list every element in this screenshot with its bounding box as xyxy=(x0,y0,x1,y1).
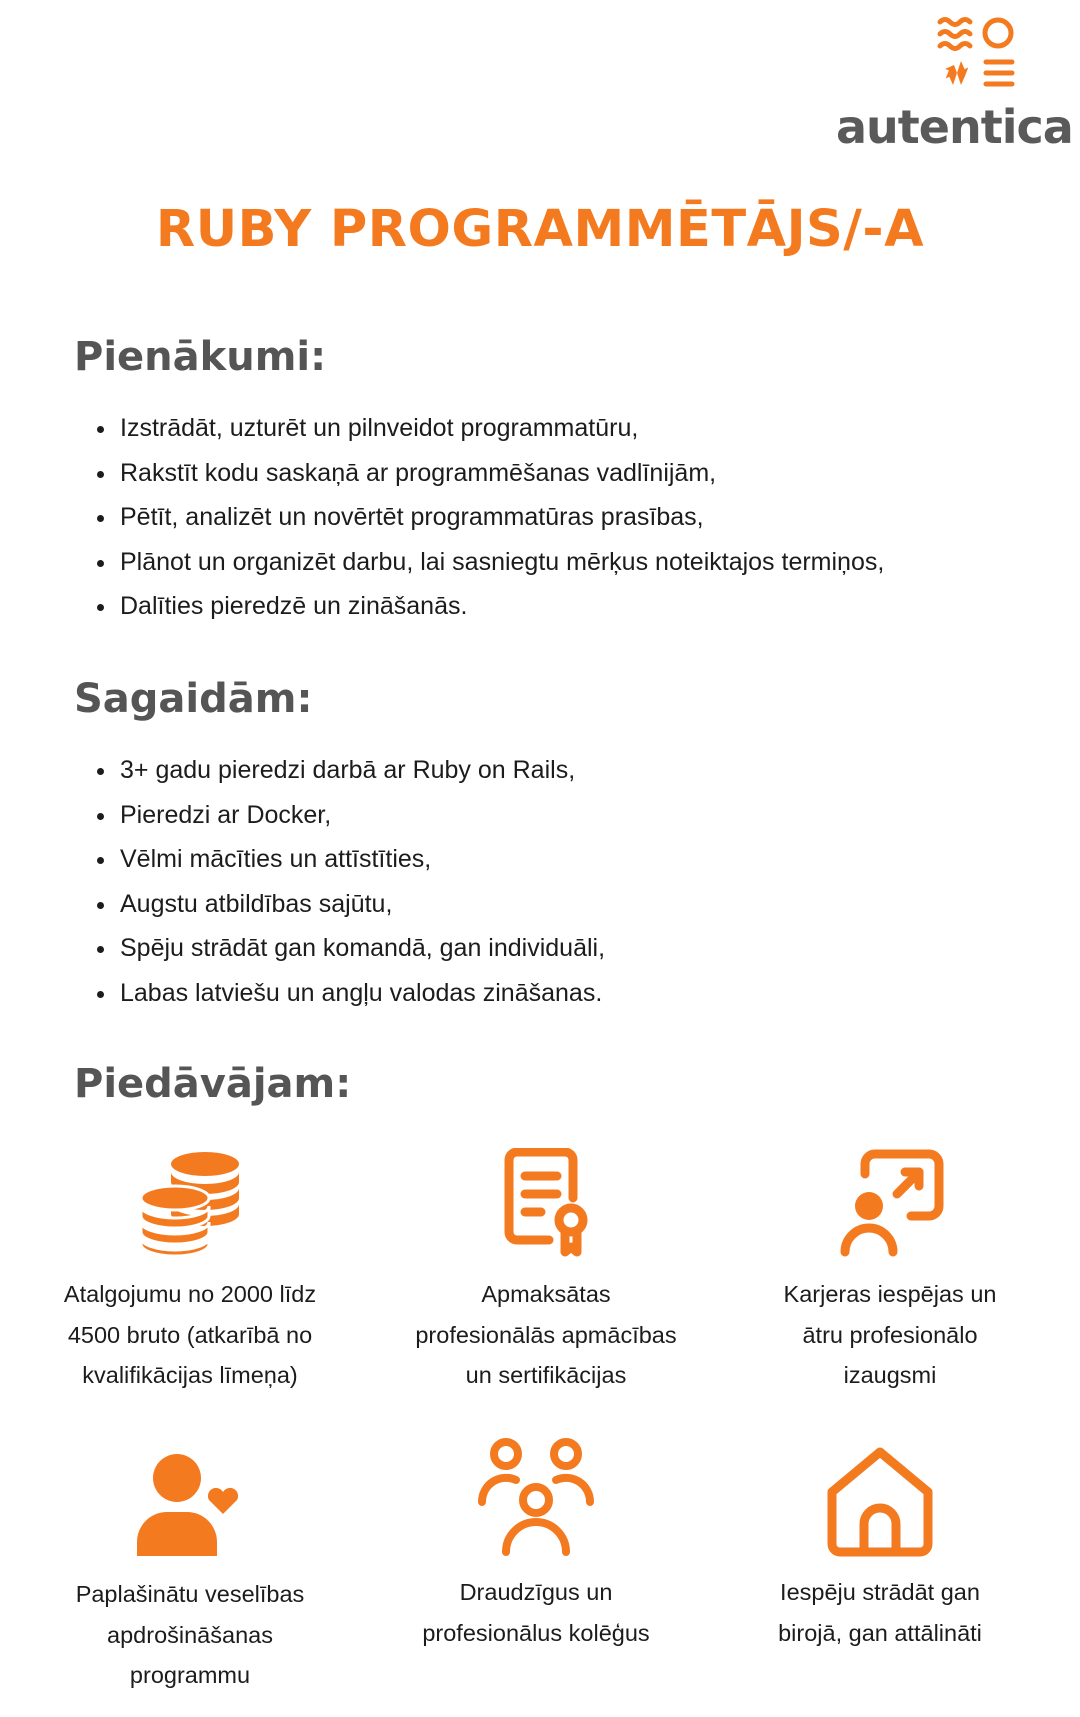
benefit-caption-line: Atalgojumu no 2000 līdz xyxy=(63,1281,317,1307)
autentica-logo xyxy=(836,14,1073,154)
benefit-caption-line: Karjeras iespējas un xyxy=(783,1281,997,1307)
requirements-list xyxy=(76,748,605,1015)
benefit-caption-line: un sertifikācijas xyxy=(465,1362,627,1388)
coins-icon xyxy=(135,1148,245,1258)
benefit-caption-line: Draudzīgus un xyxy=(459,1579,613,1605)
list-item: • Plānot un organizēt darbu, lai sasniegtu mērķus noteiktajos termiņos, xyxy=(118,540,884,585)
autentica-logo-icon xyxy=(936,14,1018,90)
benefit-health xyxy=(40,1450,340,1696)
benefit-caption-line: Paplašinātu veselības xyxy=(75,1581,305,1607)
list-item: • Pieredzi ar Docker, xyxy=(118,793,605,838)
requirements-heading: Sagaidām: xyxy=(74,676,313,722)
health-insurance-icon xyxy=(135,1450,245,1560)
list-item: • Izstrādāt, uzturēt un pilnveidot programmatūru, xyxy=(118,406,884,451)
list-item: • Augstu atbildības sajūtu, xyxy=(118,882,605,927)
benefit-caption-line: Apmaksātas xyxy=(481,1281,611,1307)
list-item: • Rakstīt kodu saskaņā ar programmēšanas vadlīnijām, xyxy=(118,451,884,496)
benefit-caption-line: apdrošināšanas xyxy=(107,1621,273,1648)
page-title: RUBY PROGRAMMĒTĀJS/-A xyxy=(155,200,925,259)
benefit-salary xyxy=(40,1148,340,1396)
list-item: • Spēju strādāt gan komandā, gan individuāli, xyxy=(118,926,605,971)
list-item: • 3+ gadu pieredzi darbā ar Ruby on Rails, xyxy=(118,748,605,793)
list-item: • Pētīt, analizēt un novērtēt programmatūras prasības, xyxy=(118,495,884,540)
benefit-colleagues xyxy=(386,1438,686,1653)
benefit-caption-line: profesionālus kolēģus xyxy=(422,1619,650,1646)
offer-heading: Piedāvājam: xyxy=(74,1061,352,1107)
brand-name: autentica xyxy=(836,100,1073,154)
certificate-icon xyxy=(491,1148,601,1258)
benefit-caption-line: profesionālās apmācības xyxy=(415,1321,677,1348)
team-icon xyxy=(476,1438,596,1558)
list-item: • Vēlmi mācīties un attīstīties, xyxy=(118,837,605,882)
duties-heading: Pienākumi: xyxy=(74,334,327,380)
benefit-caption-line: izaugsmi xyxy=(843,1362,937,1388)
list-item: • Labas latviešu un angļu valodas zināšanas. xyxy=(118,971,605,1016)
benefit-training xyxy=(396,1148,696,1396)
benefit-caption-line: 4500 bruto (atkarībā no xyxy=(67,1321,313,1348)
career-growth-icon xyxy=(835,1148,945,1258)
list-item: • Dalīties pieredzē un zināšanās. xyxy=(118,584,884,629)
benefit-caption-line: Iespēju strādāt gan xyxy=(780,1579,980,1605)
benefit-caption-line: kvalifikācijas līmeņa) xyxy=(82,1362,298,1388)
benefit-caption-line: birojā, gan attālināti xyxy=(778,1619,982,1646)
home-icon xyxy=(822,1444,938,1560)
benefit-caption-line: programmu xyxy=(129,1662,251,1688)
benefit-caption-line: ātru profesionālo xyxy=(802,1321,978,1348)
benefit-career xyxy=(740,1148,1040,1396)
duties-list xyxy=(76,406,884,629)
benefit-remote xyxy=(730,1444,1030,1653)
